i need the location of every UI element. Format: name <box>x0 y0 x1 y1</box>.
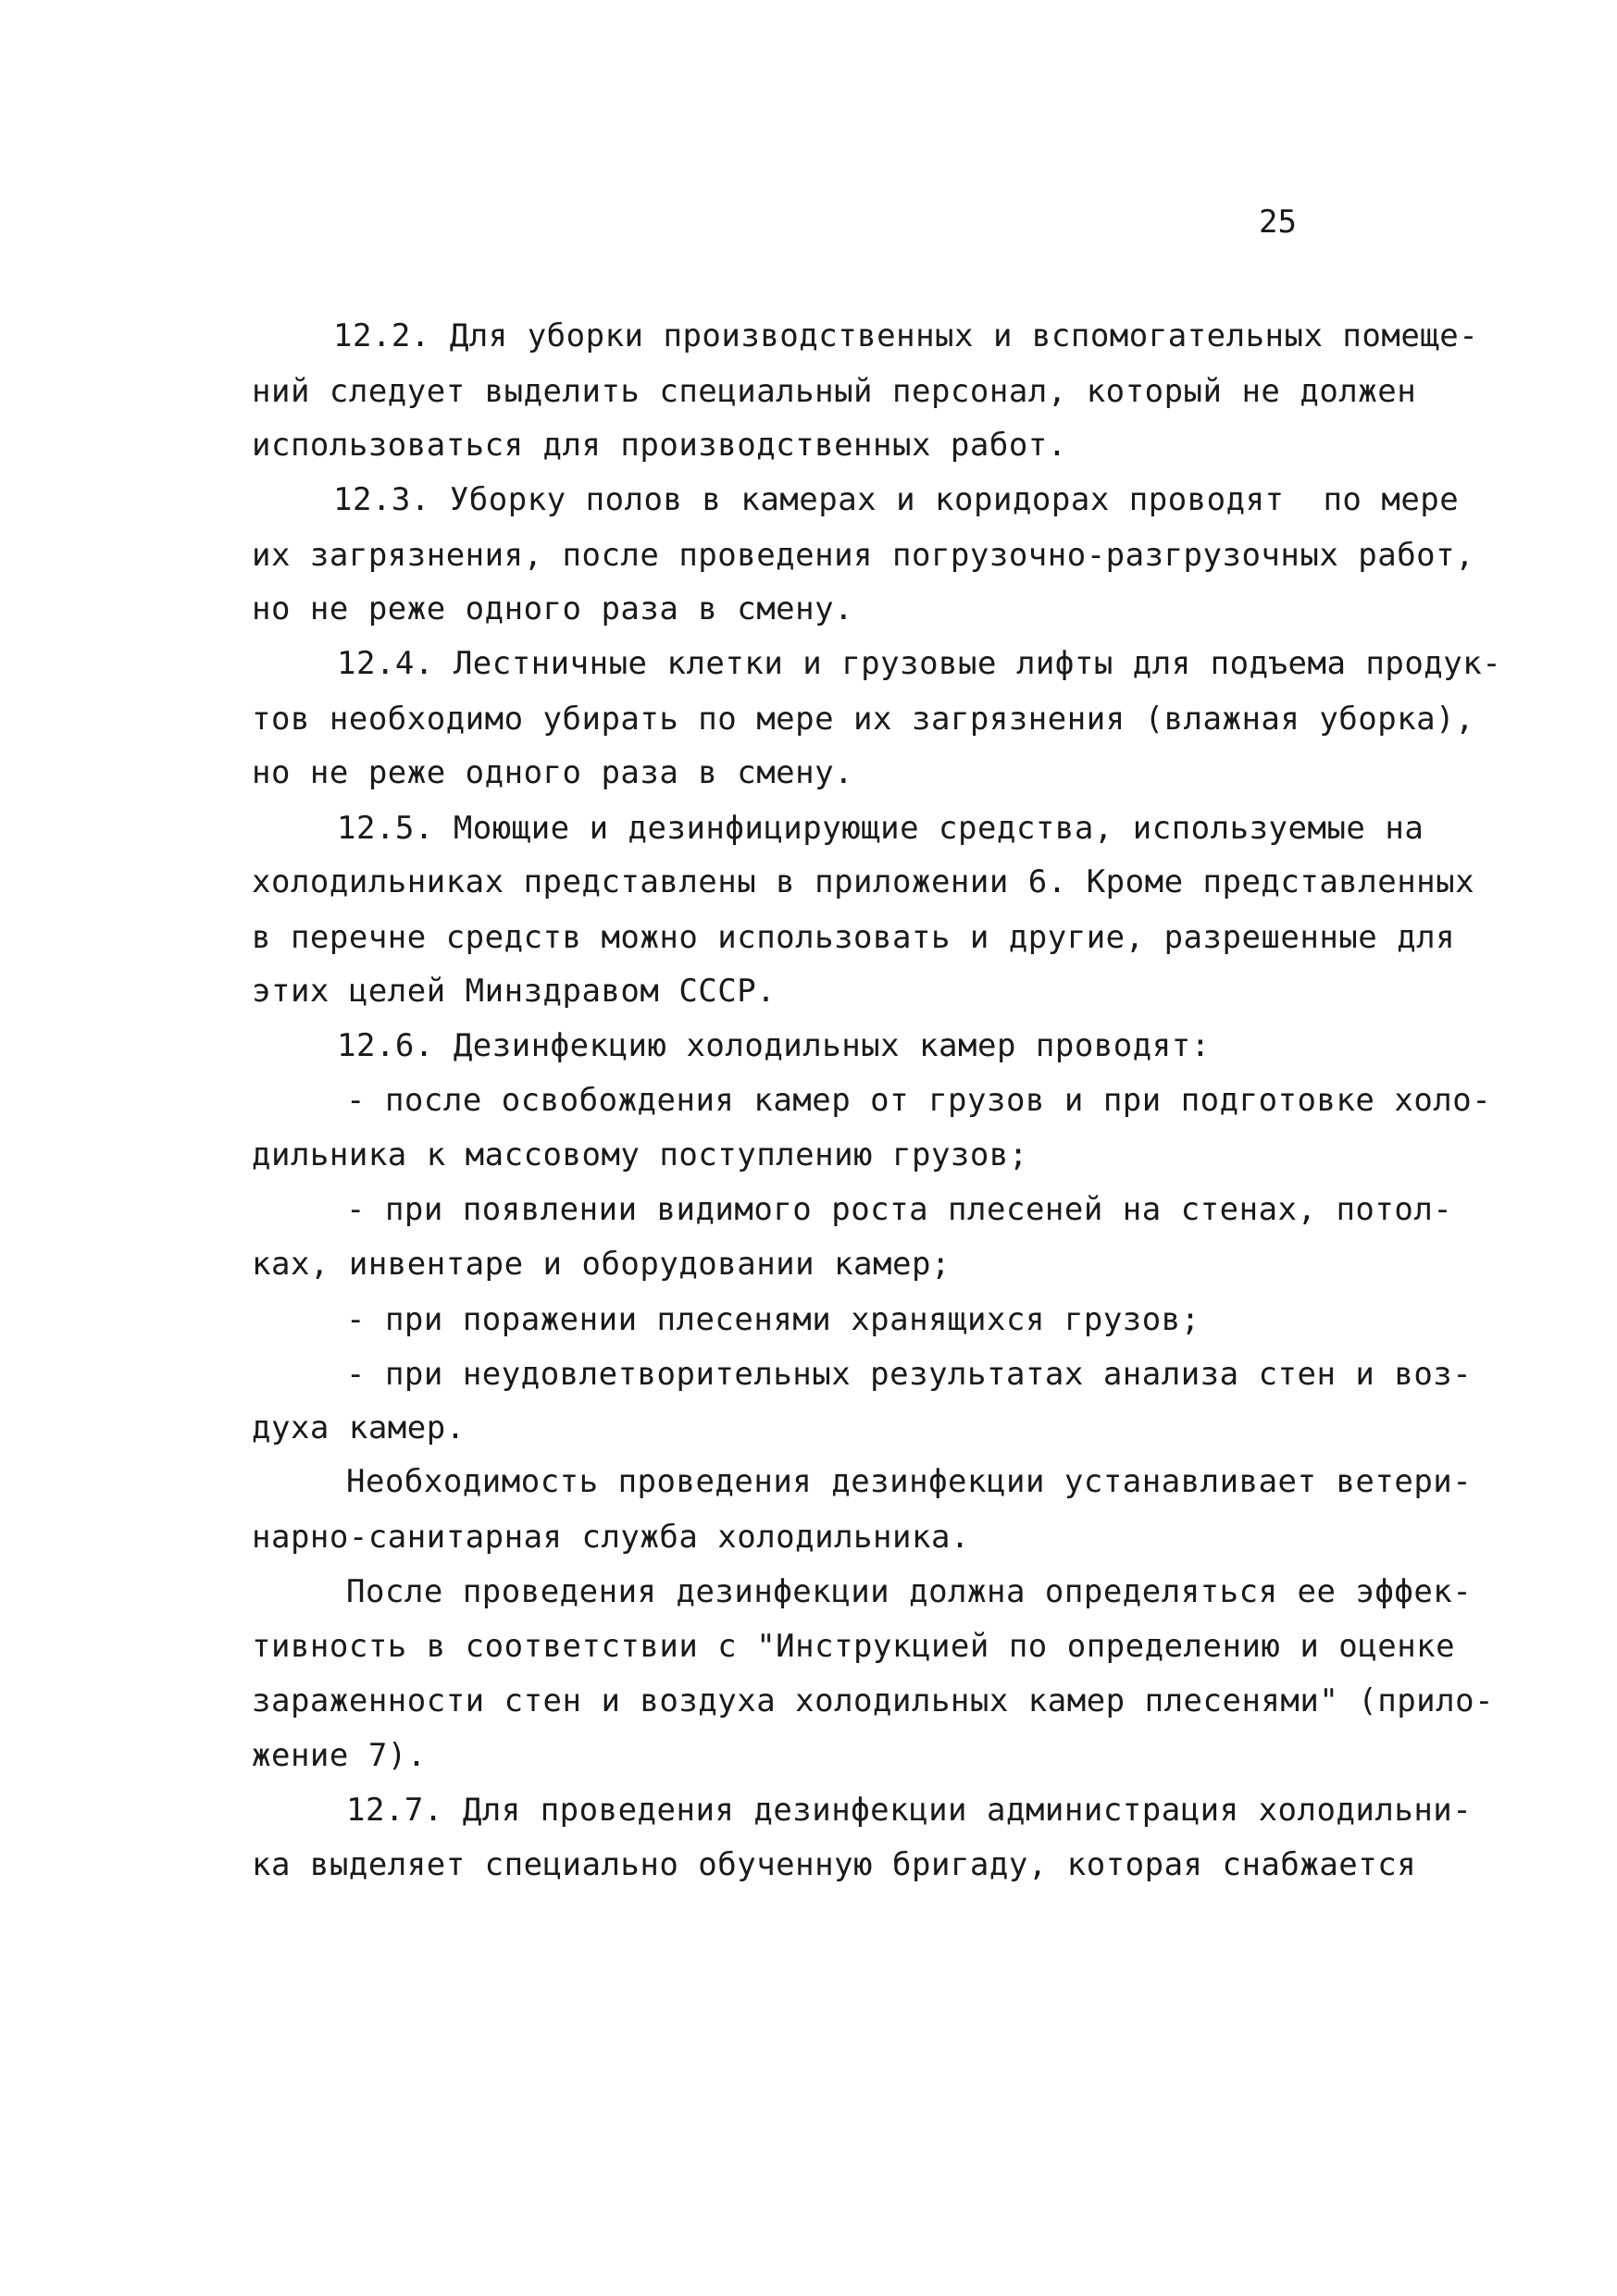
text-line: в перечне средств можно использовать и другие, разрешенные для <box>252 919 1456 956</box>
text-line: ках, инвентаре и оборудовании камер; <box>252 1246 951 1283</box>
text-line: нарно-санитарная служба холодильника. <box>252 1519 970 1556</box>
text-line: 12.3. Уборку полов в камерах и коридорах проводят по мере <box>333 481 1460 518</box>
text-line: но не реже одного раза в смену. <box>252 590 854 627</box>
text-line: дильника к массовому поступлению грузов; <box>252 1136 1028 1173</box>
text-line: - при неудовлетворительных результатах анализа стен и воз- <box>346 1356 1473 1393</box>
text-line: их загрязнения, после проведения погрузочно-разгрузочных работ, <box>252 537 1475 574</box>
text-line: - при появлении видимого роста плесеней на стенах, потол- <box>346 1191 1453 1228</box>
text-line: 12.4. Лестничные клетки и грузовые лифты для подъема продук- <box>337 645 1502 682</box>
page-number: 25 <box>1259 204 1297 241</box>
text-line: 12.7. Для проведения дезинфекции администрация холодильни- <box>346 1792 1473 1829</box>
text-line: ний следует выделить специальный персонал, который не должен <box>252 373 1417 410</box>
text-line: ка выделяет специально обученную бригаду, которая снабжается <box>252 1846 1417 1883</box>
text-line: 12.5. Моющие и дезинфицирующие средства, используемые на <box>337 810 1424 847</box>
text-line: - после освобождения камер от грузов и при подготовке холо- <box>346 1082 1492 1119</box>
text-line: Необходимость проведения дезинфекции устанавливает ветери- <box>346 1463 1473 1500</box>
text-line: холодильниках представлены в приложении 6. Кроме представленных <box>252 863 1475 900</box>
text-line: но не реже одного раза в смену. <box>252 754 854 791</box>
text-line: этих целей Минздравом СССР. <box>252 973 777 1010</box>
text-line: 12.2. Для уборки производственных и вспомогательных помеще- <box>333 317 1479 354</box>
text-line: 12.6. Дезинфекцию холодильных камер проводят: <box>337 1027 1211 1064</box>
text-line: использоваться для производственных работ. <box>252 427 1067 464</box>
text-line: тивность в соответствии с "Инструкцией по определению и оценке <box>252 1628 1456 1665</box>
text-line: зараженности стен и воздуха холодильных камер плесенями" (прило- <box>252 1682 1495 1719</box>
text-line: тов необходимо убирать по мере их загрязнения (влажная уборка), <box>252 701 1475 738</box>
text-line: - при поражении плесенями хранящихся грузов; <box>346 1301 1200 1338</box>
text-line: духа камер. <box>252 1409 466 1446</box>
text-line: После проведения дезинфекции должна определяться ее эффек- <box>346 1573 1473 1610</box>
text-line: жение 7). <box>252 1737 427 1774</box>
